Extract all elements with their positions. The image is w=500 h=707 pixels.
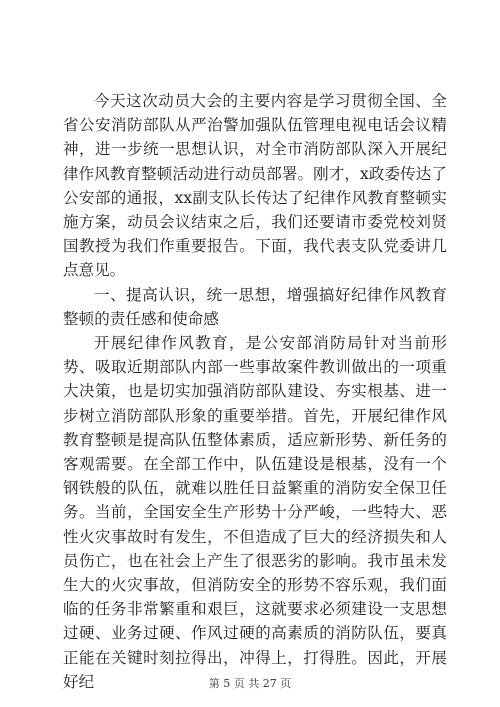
body-paragraph: 开展纪律作风教育，是公安部消防局针对当前形势、吸取近期部队内部一些事故案件教训做出的一项重大决策，也是切实加强消防部队建设、夯实根基、进一步树立消防部队形象的重要举措。首先，开展纪律作风教育整顿是提高队伍整体素质，适应新形势、新任务的客观需要。在全部工作中，队伍建设是根基，没有一个钢铁般的队伍，就难以胜任日益繁重的消防安全保卫任务。当前，全国安全生产形势十分严峻，一些特大、恶性火灾事故时有发生，不但造成了巨大的经济损失和人员伤亡，也在社会上产生了很恶劣的影响。我市虽未发生大的火灾事故，但消防安全的形势不容乐观，我们面临的任务非常繁重和艰巨，这就要求必须建设一支思想过硬、业务过硬、作风过硬的高素质的消防队伍，要真正能在关键时刻拉得出，冲得上，打得胜。因此，开展好纪 — [63, 334, 447, 691]
body-paragraph: 今天这次动员大会的主要内容是学习贯彻全国、全省公安消防部队从严治警加强队伍管理电视电话会议精神，进一步统一思想认识，对全市消防部队深入开展纪律作风教育整顿活动进行动员部署。刚才，x政委传达了公安部的通报，xx副支队长传达了纪律作风教育整顿实施方案，动员会议结束之后，我们还要请市委党校刘贤国教授为我们作重要报告。下面，我代表支队党委讲几点意见。 — [63, 92, 447, 280]
page-footer: 第 5 页 共 27 页 — [208, 677, 292, 690]
document-body — [63, 89, 447, 694]
section-heading: 一、提高认识，统一思想，增强搞好纪律作风教育整顿的责任感和使命感 — [63, 285, 447, 328]
